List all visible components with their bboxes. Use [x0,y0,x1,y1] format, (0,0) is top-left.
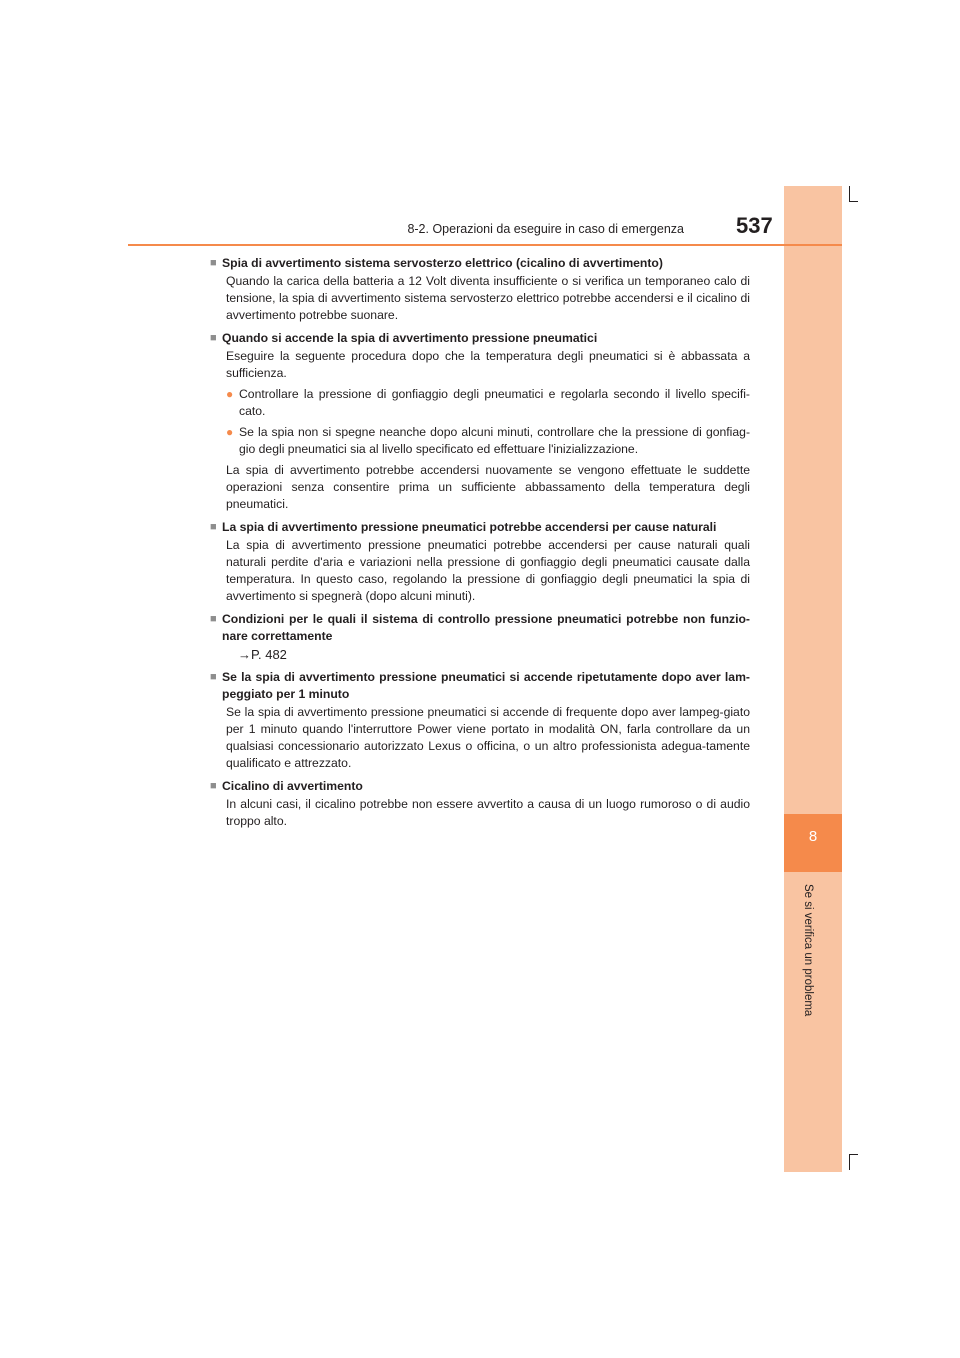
page-number: 537 [736,213,773,238]
bullet-text: Se la spia non si spegne neanche dopo alcuni minuti, controllare che la pressione di gonfiag-gio degli pneumatici sia al livello specificato ed effettuare l'inizializzazione. [239,425,750,456]
bullet-text: Controllare la pressione di gonfiaggio degli pneumatici e regolarla secondo il livello specifi-cato. [239,387,750,418]
dot-bullet-icon: ● [226,387,234,401]
section-repeated-light [210,669,750,772]
square-bullet-icon: ■ [210,521,217,533]
section-heading [210,330,750,347]
paragraph: La spia di avvertimento potrebbe accendersi nuovamente se vengono effettuate le suddette operazioni senza consentire prima un sufficiente abbassamento della temperatura degli pneumatici. [226,463,750,511]
section-heading [210,669,750,703]
header-rule [128,244,842,246]
chapter-number: 8 [808,828,818,845]
crop-mark-top [849,186,858,202]
section-natural-causes [210,519,750,605]
section-heading [210,519,750,536]
section-heading [210,255,750,272]
heading-text: Spia di avvertimento sistema servosterzo elettrico (cicalino di avvertimento) [222,256,663,270]
section-header: 8-2. Operazioni da eseguire in caso di emergenza [407,222,684,236]
square-bullet-icon: ■ [210,780,217,792]
paragraph: Quando la carica della batteria a 12 Volt diventa insufficiente o si verifica un temporaneo calo di tensione, la spia di avvertimento sistema servosterzo elettrico potrebbe accendersi e il cicalino di avvertimento potrebbe suonare. [226,274,750,322]
page-reference-link[interactable]: →P. 482 [238,647,287,662]
paragraph: In alcuni casi, il cicalino potrebbe non essere avvertito a causa di un luogo rumoroso o di audio troppo alto. [226,797,750,828]
section-heading [210,778,750,795]
chapter-title: Se si verifica un problema [802,884,814,1017]
bullet-item [226,424,750,458]
heading-text: Condizioni per le quali il sistema di controllo pressione pneumatici potrebbe non funzio-nare correttamente [222,612,750,643]
square-bullet-icon: ■ [210,257,217,269]
heading-text: Quando si accende la spia di avvertimento pressione pneumatici [222,331,598,345]
page-content [210,255,750,836]
square-bullet-icon: ■ [210,671,217,683]
crop-mark-bottom [849,1154,858,1170]
section-eps-warning [210,255,750,324]
paragraph: Eseguire la seguente procedura dopo che la temperatura degli pneumatici si è abbassata a sufficienza. [226,349,750,380]
heading-text: Cicalino di avvertimento [222,779,363,793]
dot-bullet-icon: ● [226,425,234,439]
bullet-item [226,386,750,420]
square-bullet-icon: ■ [210,613,217,625]
section-system-conditions [210,611,750,663]
paragraph: Se la spia di avvertimento pressione pneumatici si accende di frequente dopo aver lampeg-giato per 1 minuto quando l'interruttore Power viene portato in modalità ON, farla controllare da un qualsiasi concessionario autorizzato Lexus o officina, o un altro professionista adegua-tamente qualificato e attrezzato. [226,705,750,770]
paragraph: La spia di avvertimento pressione pneumatici potrebbe accendersi per cause naturali quali naturali perdite d'aria e variazioni nella pressione di gonfiaggio degli pneumatici causate dalla temperatura. In questo caso, regolando la pressione di gonfiaggio degli pneumatici la spia di avvertimento si spegnerà (dopo alcuni minuti). [226,538,750,603]
square-bullet-icon: ■ [210,332,217,344]
section-tire-pressure-light [210,330,750,513]
section-heading [210,611,750,645]
section-warning-buzzer [210,778,750,830]
side-tab [784,186,842,1172]
heading-text: Se la spia di avvertimento pressione pneumatici si accende ripetutamente dopo aver lam-peggiato per 1 minuto [222,670,750,701]
heading-text: La spia di avvertimento pressione pneumatici potrebbe accendersi per cause naturali [222,520,717,534]
